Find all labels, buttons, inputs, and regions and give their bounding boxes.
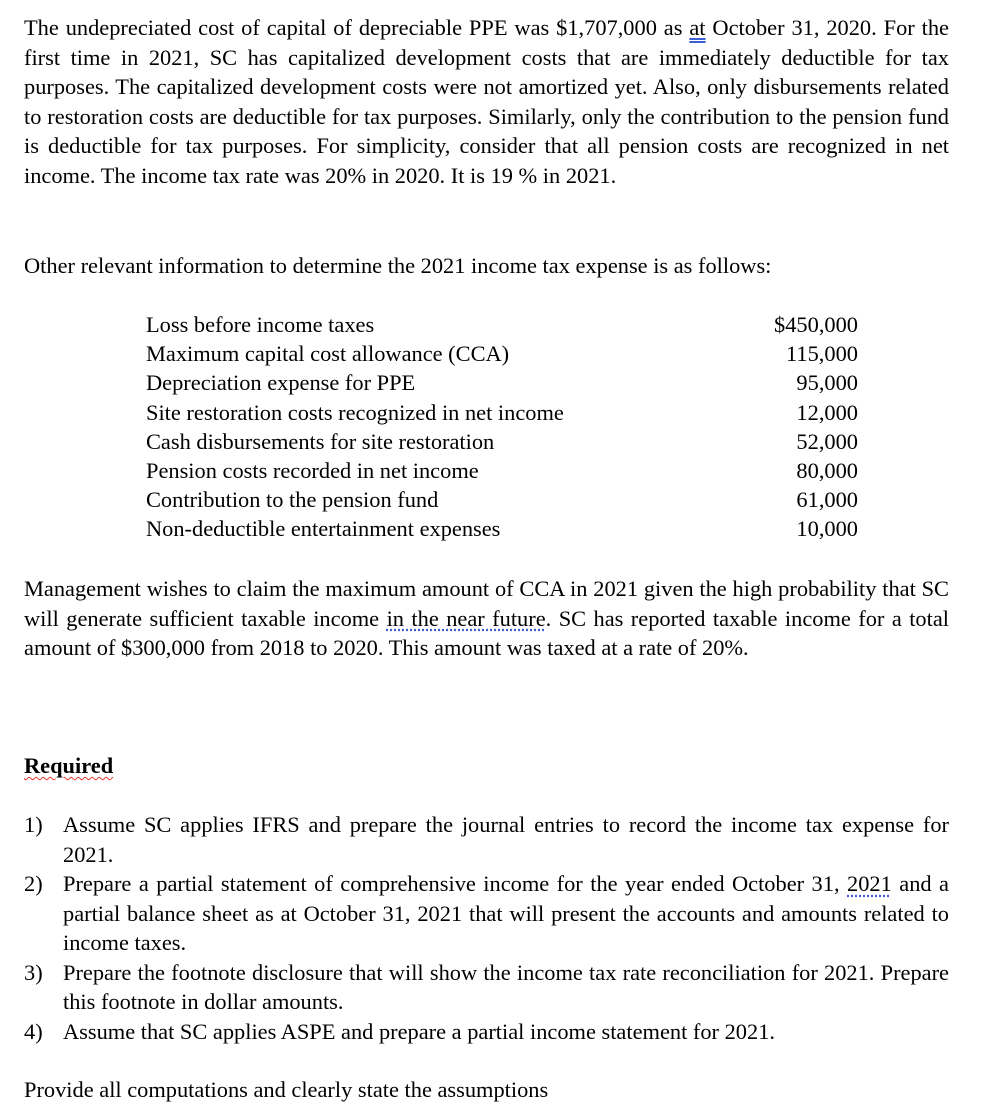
row-amount: 80,000 [796, 457, 858, 483]
list-item [24, 869, 949, 958]
list-item [24, 1017, 949, 1047]
row-label: Cash disbursements for site restoration [146, 428, 495, 454]
intro-text-a: The undepreciated cost of capital of depreciable PPE was $1,707,000 as [24, 15, 690, 40]
item-number: 2) [24, 871, 43, 896]
row-label: Loss before income taxes [146, 312, 375, 337]
row-label: Site restoration costs recognized in net income [146, 399, 564, 425]
item-text: Assume SC applies IFRS and prepare the journal entries to record the income tax expense for 2021. [63, 812, 949, 867]
intro-paragraph [24, 13, 949, 190]
item-text: Assume that SC applies ASPE and prepare a partial income statement for 2021. [63, 1018, 775, 1044]
management-text-b: . SC has reported taxable income for a total amount of $300,000 from 2018 to 2020. This amount was taxed at a rate of 20%. [24, 605, 949, 660]
table-row [146, 339, 858, 368]
management-text-flagged: in the near future [386, 605, 546, 631]
item-number: 4) [24, 1018, 43, 1044]
management-paragraph [24, 574, 949, 663]
item-text: Prepare the footnote disclosure that will show the income tax rate reconciliation for 2021. Prepare this footnote in dollar amounts. [63, 959, 949, 1014]
table-row [146, 514, 858, 543]
row-amount: $450,000 [774, 312, 858, 337]
row-label: Non-deductible entertainment expenses [146, 516, 501, 542]
row-label: Depreciation expense for PPE [146, 370, 416, 396]
info-table [146, 310, 858, 544]
table-row [146, 427, 858, 456]
table-row [146, 485, 858, 514]
table-row [146, 398, 858, 427]
item-text: Prepare a partial statement of comprehensive income for the year ended October 31, 2021 and a partial balance sheet as at October 31, 2021 that will present the accounts and amounts related to income taxes. [63, 871, 949, 955]
row-label: Maximum capital cost allowance (CCA) [146, 341, 510, 367]
info-intro-paragraph: Other relevant information to determine the 2021 income tax expense is as follows: [24, 253, 772, 278]
row-label: Pension costs recorded in net income [146, 457, 479, 483]
row-amount: 95,000 [796, 370, 858, 396]
required-heading: Required [24, 753, 114, 778]
intro-text-b: October 31, 2020. For the first time in 2021, SC has capitalized development costs that are immediately deductible for tax purposes. The capitalized development costs were not amortized yet. Also, only disbursements related to restoration costs are deductible for tax purposes. Similarly, only the contribution to the pension fund is deductible for tax purposes. For simplicity, consider that all pension costs are recognized in net income. The income tax rate was 20% in 2020. It is 19 % in 2021. [24, 15, 949, 188]
row-amount: 12,000 [796, 399, 858, 425]
row-amount: 52,000 [796, 428, 858, 454]
closing-paragraph: Provide all computations and clearly state the assumptions [24, 1077, 549, 1102]
table-row [146, 456, 858, 485]
intro-text-flagged: at [689, 15, 706, 40]
table-row [146, 368, 858, 397]
row-amount: 61,000 [796, 487, 858, 513]
requirements-list [24, 810, 949, 1046]
list-item [24, 810, 949, 869]
item-number: 3) [24, 959, 43, 985]
management-text-a: Management wishes to claim the maximum amount of CCA in 2021 given the high probability that SC will generate sufficient taxable income [24, 576, 949, 631]
list-item [24, 958, 949, 1017]
item-number: 1) [24, 812, 43, 837]
table-row [146, 310, 858, 339]
row-label: Contribution to the pension fund [146, 487, 439, 513]
row-amount: 10,000 [796, 516, 858, 542]
row-amount: 115,000 [786, 341, 858, 367]
